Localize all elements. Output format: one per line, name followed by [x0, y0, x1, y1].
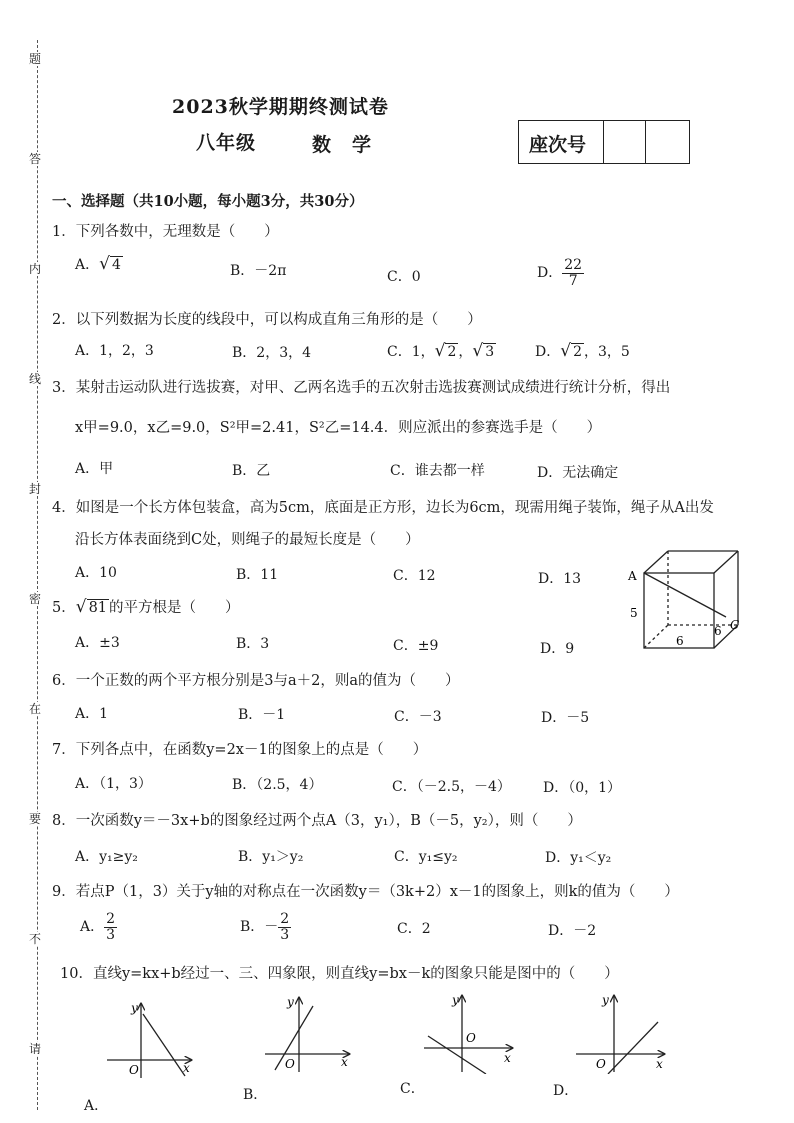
binding-margin-char: 请 [29, 1042, 42, 1056]
q6-option-c[interactable]: C．－3 [394, 709, 442, 725]
q3-option-c[interactable]: C．谁去都一样 [390, 463, 485, 479]
option-label: D． [537, 265, 563, 282]
q9-option-c[interactable]: C．2 [397, 921, 431, 937]
question-3-stem-line1: 3．某射击运动队进行选拔赛，对甲、乙两名选手的五次射击选拔赛测试成绩进行统计分析，得出 [52, 380, 671, 396]
q7-option-c[interactable]: C．（－2.5，－4） [392, 779, 511, 795]
q6-option-a[interactable]: A．1 [75, 706, 109, 722]
fraction-denominator: 3 [280, 926, 290, 943]
y-axis-label: y [602, 993, 609, 1007]
x-axis-label: x [656, 1057, 663, 1071]
option-label: A． [75, 257, 100, 273]
radicand: 2 [447, 344, 457, 360]
section-heading: 一、选择题（共10小题，每小题3分，共30分） [52, 193, 364, 210]
q10-option-b[interactable]: B． [243, 1087, 268, 1103]
q6-option-b[interactable]: B．－1 [238, 707, 286, 723]
question-8-stem: 8．一次函数y＝－3x+b的图象经过两个点A（3，y₁），B（－5，y₂），则（ ） [52, 813, 582, 829]
subject-label: 数 学 [312, 134, 373, 156]
question-3-stem-line2: x甲=9.0，x乙=9.0，S²甲=2.41，S²乙=14.4．则应派出的参赛选手是（ ） [75, 420, 602, 436]
option-label: C．1， [387, 344, 435, 360]
fraction-denominator: 3 [106, 926, 116, 943]
q7-option-d[interactable]: D．（0，1） [543, 780, 622, 796]
q4-option-d[interactable]: D．13 [538, 571, 582, 587]
cuboid-hidden-edge [644, 625, 668, 648]
q9-option-d[interactable]: D．－2 [548, 923, 597, 939]
origin-label: O [285, 1057, 295, 1071]
binding-margin-char: 题 [29, 52, 42, 66]
seat-number-cell[interactable] [603, 121, 646, 163]
q8-option-b[interactable]: B．y₁＞y₂ [238, 849, 304, 865]
binding-margin-char: 在 [29, 702, 42, 716]
q5-option-a[interactable]: A．±3 [75, 635, 120, 651]
option-rest: ，3，5 [584, 344, 630, 360]
q2-option-c[interactable]: C．1，√ 2 ，√ 3 [387, 341, 495, 361]
q1-option-a[interactable]: A．√ 4 [75, 254, 121, 274]
q9-option-a[interactable] [80, 912, 117, 942]
fraction-numerator: 2 [106, 911, 116, 927]
y-axis-label: y [287, 995, 294, 1009]
q9-option-b[interactable] [240, 912, 291, 942]
q5-option-d[interactable]: D．9 [540, 641, 575, 657]
function-line [143, 1014, 185, 1076]
graph-option-b[interactable] [263, 992, 355, 1074]
base-length-label: 6 [676, 634, 684, 648]
x-axis-label: x [183, 1061, 190, 1075]
radicand: 2 [573, 344, 582, 360]
seat-number-cell[interactable] [645, 121, 688, 163]
question-number: 5． [52, 600, 76, 616]
q3-option-d[interactable]: D．无法确定 [537, 465, 619, 481]
base-width-label: 6 [714, 624, 722, 638]
cuboid-figure [622, 545, 747, 655]
binding-margin-char: 要 [29, 812, 42, 826]
binding-margin-char: 内 [29, 262, 42, 276]
q8-option-d[interactable]: D．y₁＜y₂ [545, 850, 612, 866]
q7-option-b[interactable]: B．（2.5，4） [232, 777, 323, 793]
question-10-stem: 10．直线y=kx+b经过一、三、四象限，则直线y=bx－k的图象只能是图中的（ ） [60, 966, 619, 982]
q8-option-a[interactable]: A．y₁≥y₂ [75, 849, 138, 865]
x-axis-label: x [504, 1051, 511, 1065]
x-axis-label: x [341, 1055, 348, 1069]
y-axis-label: y [452, 993, 459, 1007]
q5-option-c[interactable]: C．±9 [393, 638, 439, 654]
radicand: 3 [485, 344, 495, 360]
q2-option-a[interactable]: A．1，2，3 [75, 343, 154, 359]
q6-option-d[interactable]: D．－5 [541, 710, 590, 726]
q1-option-c[interactable]: C．0 [387, 269, 421, 285]
point-a-label: A [628, 569, 637, 583]
q1-option-b[interactable]: B．－2π [230, 263, 287, 279]
cuboid-edge [714, 551, 738, 573]
binding-line [37, 40, 38, 1110]
fraction-denominator: 7 [568, 272, 578, 289]
q10-option-a[interactable]: A． [84, 1098, 109, 1114]
exam-title: 2023秋学期期终测试卷 [172, 96, 389, 118]
q10-option-d[interactable]: D． [553, 1083, 579, 1099]
fraction-numerator: 22 [564, 257, 583, 273]
graph-option-c[interactable] [422, 992, 518, 1074]
option-label: D． [535, 344, 561, 360]
q4-option-b[interactable]: B．11 [236, 567, 279, 583]
question-9-stem: 9．若点P（1，3）关于y轴的对称点在一次函数y＝（3k+2）x－1的图象上，则k的值为（ ） [52, 884, 679, 900]
seat-number-box [518, 120, 690, 164]
question-1-stem: 1．下列各数中，无理数是（ ） [52, 224, 279, 240]
q1-option-d[interactable] [537, 258, 584, 288]
q2-option-b[interactable]: B．2，3，4 [232, 345, 312, 361]
q10-option-c[interactable]: C． [400, 1081, 425, 1097]
q8-option-c[interactable]: C．y₁≤y₂ [394, 849, 458, 865]
q4-option-a[interactable]: A．10 [75, 565, 117, 581]
height-label: 5 [630, 606, 638, 620]
question-6-stem: 6．一个正数的两个平方根分别是3与a＋2，则a的值为（ ） [52, 673, 460, 689]
function-line [608, 1022, 658, 1074]
question-4-stem-line1: 4．如图是一个长方体包装盒，高为5cm，底面是正方形，边长为6cm，现需用绳子装饰，绳子从A出发 [52, 500, 714, 516]
q5-option-b[interactable]: B．3 [236, 636, 270, 652]
function-line [428, 1036, 486, 1074]
binding-margin-char: 不 [29, 932, 42, 946]
binding-margin-char: 线 [29, 372, 42, 386]
radicand: 81 [88, 600, 108, 616]
fraction-numerator: 2 [280, 911, 290, 927]
origin-label: O [129, 1063, 139, 1077]
question-7-stem: 7．下列各点中，在函数y=2x－1的图象上的点是（ ） [52, 742, 428, 758]
cuboid-edge [644, 551, 668, 573]
graph-option-d[interactable] [574, 992, 670, 1074]
q4-option-c[interactable]: C．12 [393, 568, 436, 584]
radicand: 4 [111, 257, 121, 273]
option-label: A． [80, 919, 105, 936]
q7-option-a[interactable]: A．（1，3） [75, 776, 152, 792]
origin-label: O [596, 1057, 606, 1071]
stem-text: 的平方根是（ ） [109, 600, 240, 616]
seat-number-label: 座次号 [529, 134, 587, 156]
binding-margin-char: 封 [29, 482, 42, 496]
question-2-stem: 2．以下列数据为长度的线段中，可以构成直角三角形的是（ ） [52, 312, 482, 328]
graph-option-a[interactable] [105, 998, 197, 1080]
question-5-stem: 5．√ 81 的平方根是（ ） [52, 597, 240, 617]
option-label: B．－ [240, 919, 279, 936]
origin-label: O [466, 1031, 476, 1045]
q3-option-b[interactable]: B．乙 [232, 463, 271, 479]
q3-option-a[interactable]: A．甲 [75, 461, 114, 477]
binding-margin-char: 密 [29, 592, 42, 606]
q2-option-d[interactable]: D．√ 2 ，3，5 [535, 341, 630, 361]
question-4-stem-line2: 沿长方体表面绕到C处，则绳子的最短长度是（ ） [75, 532, 420, 548]
grade-label: 八年级 [196, 132, 257, 154]
separator: ， [458, 344, 473, 360]
y-axis-label: y [131, 1001, 138, 1015]
binding-margin-char: 答 [29, 152, 42, 166]
point-c-label: C [730, 618, 740, 632]
